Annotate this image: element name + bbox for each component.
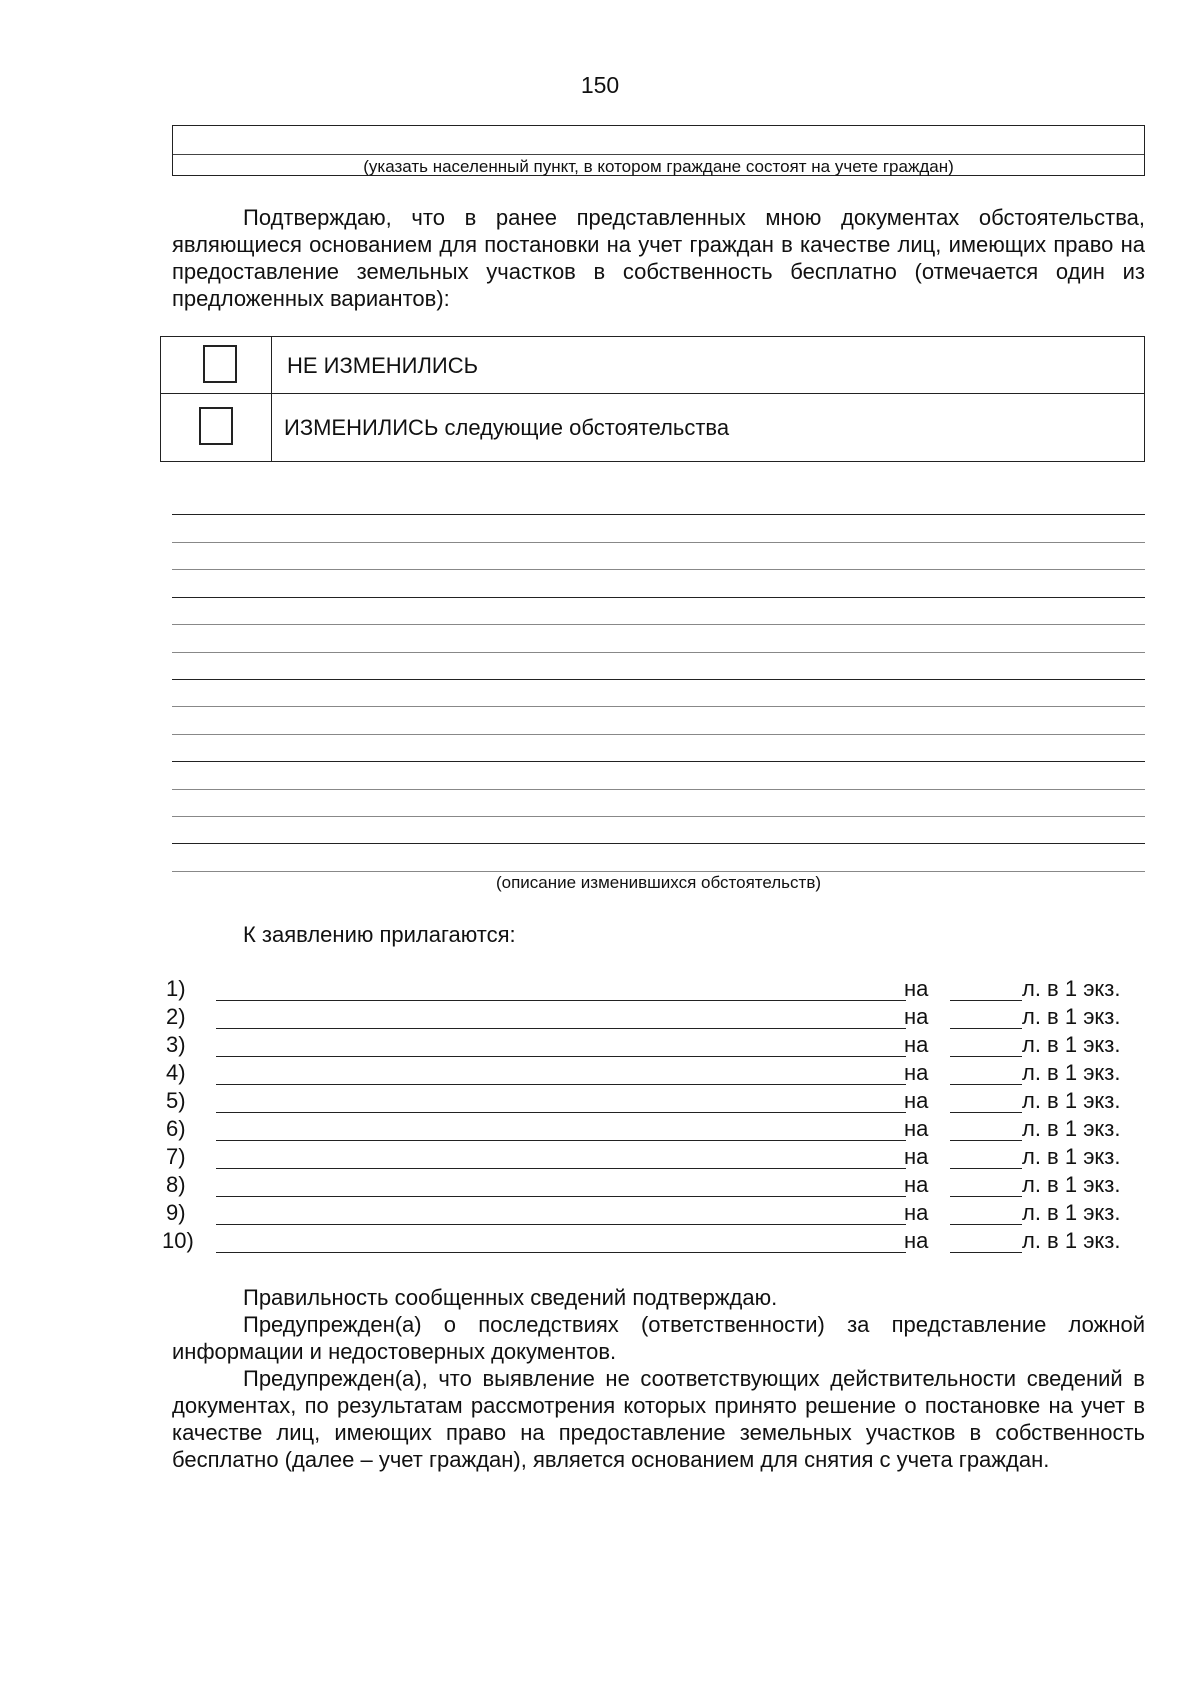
unchanged-label: НЕ ИЗМЕНИЛИСЬ (287, 353, 479, 378)
changed-label: ИЗМЕНИЛИСЬ следующие обстоятельства (284, 415, 730, 440)
options-table (160, 336, 1145, 462)
sheet-count-field[interactable] (950, 1224, 1022, 1225)
attachment-row: 3) на л. в 1 экз. (166, 1032, 1121, 1057)
sheet-count-field[interactable] (950, 1196, 1022, 1197)
attachment-name-field[interactable] (216, 1112, 906, 1113)
attachment-name-field[interactable] (216, 1028, 906, 1029)
sheet-count-field[interactable] (950, 1000, 1022, 1001)
sheet-count-field[interactable] (950, 1140, 1022, 1141)
statement-false-info-warning: Предупрежден(а) о последствиях (ответственности) за представление ложной информации и недостоверных документов. (172, 1312, 1145, 1364)
sheet-count-field[interactable] (950, 1112, 1022, 1113)
sheet-count-field[interactable] (950, 1084, 1022, 1085)
attachment-row: 4) на л. в 1 экз. (166, 1060, 1121, 1085)
attachment-name-field[interactable] (216, 1196, 906, 1197)
description-caption: (описание изменившихся обстоятельств) (495, 873, 822, 892)
changed-checkbox[interactable] (199, 407, 233, 445)
attachments-title: К заявлению прилагаются: (243, 922, 516, 947)
unchanged-checkbox[interactable] (203, 345, 237, 383)
attachment-row: 9) на л. в 1 экз. (166, 1200, 1121, 1225)
attachment-row: 7) на л. в 1 экз. (166, 1144, 1121, 1169)
attachment-row: 10) на л. в 1 экз. (162, 1228, 1121, 1253)
page-number: 150 (580, 72, 620, 98)
sheet-count-field[interactable] (950, 1028, 1022, 1029)
confirm-paragraph: Подтверждаю, что в ранее представленных мною документах обстоятельства, являющиеся основанием для постановки на учет граждан в качестве лиц, имеющих право на предоставление земельных участков в собственность бесплатно (отмечается один из предложенных вариантов): (172, 205, 1145, 311)
attachment-row: 2) на л. в 1 экз. (166, 1004, 1121, 1029)
attachment-name-field[interactable] (216, 1000, 906, 1001)
attachment-name-field[interactable] (216, 1084, 906, 1085)
statement-correctness: Правильность сообщенных сведений подтверждаю. (243, 1285, 778, 1310)
attachment-name-field[interactable] (216, 1168, 906, 1169)
attachment-row: 1) на л. в 1 экз. (166, 976, 1121, 1001)
attachment-name-field[interactable] (216, 1252, 906, 1253)
attachment-name-field[interactable] (216, 1224, 906, 1225)
attachment-name-field[interactable] (216, 1140, 906, 1141)
attachment-row: 6) на л. в 1 экз. (166, 1116, 1121, 1141)
sheet-count-field[interactable] (950, 1168, 1022, 1169)
statement-deregistration-warning: Предупрежден(а), что выявление не соответствующих действительности сведений в документах, по результатам рассмотрения которых принято решение о постановке на учет в качестве лиц, имеющих право на предоставление земельных участков в собственность бесплатно (далее – учет граждан), является основанием для снятия с учета граждан. (172, 1366, 1145, 1472)
attachment-row: 8) на л. в 1 экз. (166, 1172, 1121, 1197)
locality-caption: (указать населенный пункт, в котором граждане состоят на учете граждан) (363, 157, 954, 176)
attachment-row: 5) на л. в 1 экз. (166, 1088, 1121, 1113)
attachment-name-field[interactable] (216, 1056, 906, 1057)
sheet-count-field[interactable] (950, 1056, 1022, 1057)
sheet-count-field[interactable] (950, 1252, 1022, 1253)
